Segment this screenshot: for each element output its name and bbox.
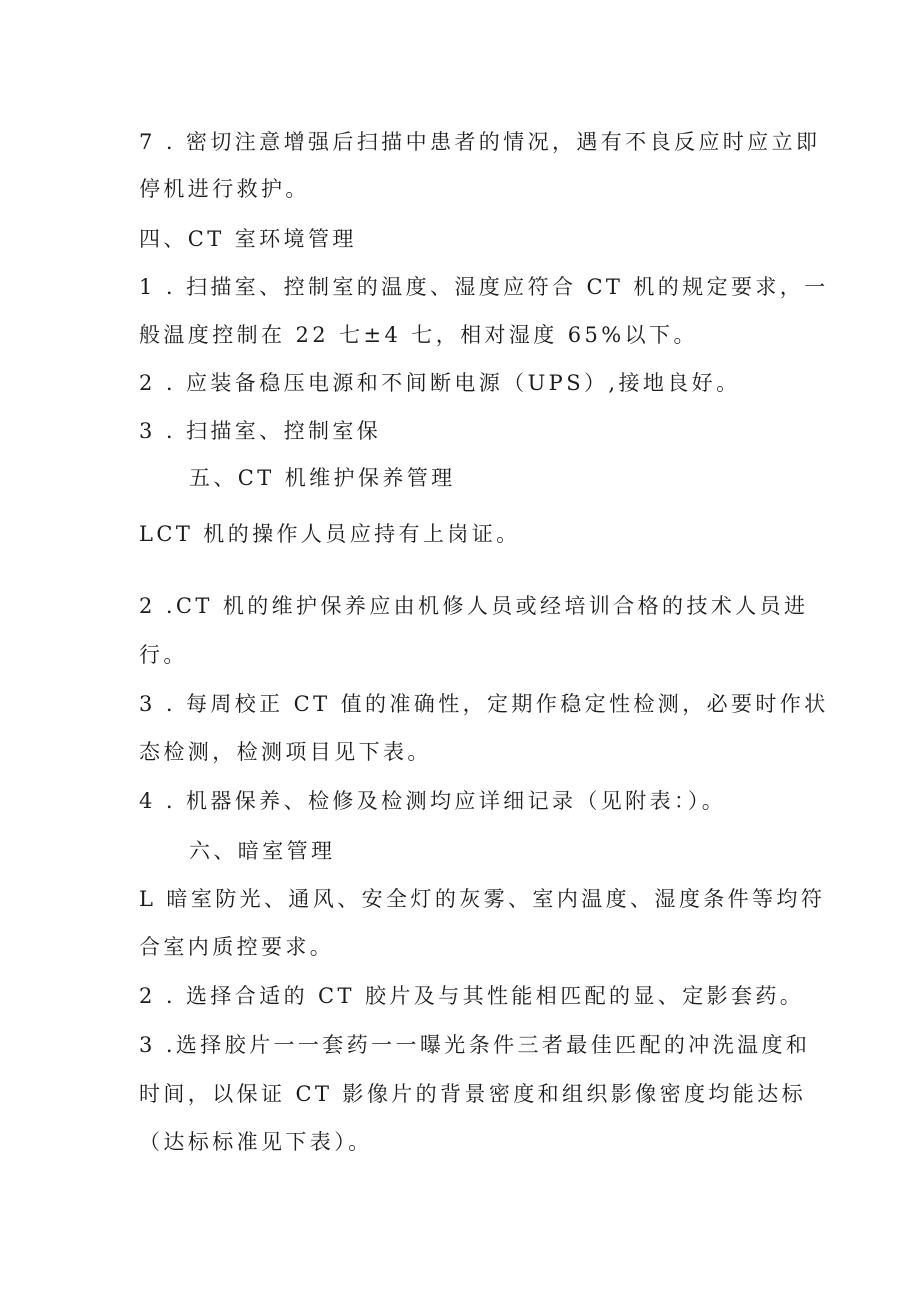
text-line: 停机进行救护。 — [139, 177, 310, 201]
text-line: 2 . 选择合适的 CT 胶片及与其性能相匹配的显、定影套药。 — [139, 984, 805, 1008]
section-heading: 六、暗室管理 — [189, 839, 336, 863]
text-line: 合室内质控要求。 — [139, 935, 335, 959]
text-line: 4 . 机器保养、检修及检测均应详细记录（见附表：）。 — [139, 789, 727, 813]
text-line: 1 . 扫描室、控制室的温度、湿度应符合 CT 机的规定要求，一 — [139, 275, 829, 299]
text-line: 态检测，检测项目见下表。 — [139, 740, 432, 764]
text-line: 般温度控制在 22 七±4 七，相对湿度 65%以下。 — [139, 323, 698, 347]
text-line: L 暗室防光、通风、安全灯的灰雾、室内温度、湿度条件等均符 — [139, 887, 826, 911]
text-line: 时间，以保证 CT 影像片的背景密度和组织影像密度均能达标 — [139, 1082, 807, 1106]
text-line: 2 . 应装备稳压电源和不间断电源（UPS）,接地良好。 — [139, 371, 741, 395]
text-line: 行。 — [139, 643, 188, 667]
section-heading: 四、CT 室环境管理 — [139, 227, 357, 251]
text-line: 3 .选择胶片一一套药一一曝光条件三者最佳匹配的冲洗温度和 — [139, 1033, 811, 1057]
text-line: 3 . 扫描室、控制室保 — [139, 419, 382, 443]
text-line: LCT 机的操作人员应持有上岗证。 — [139, 522, 521, 546]
text-line: 7 . 密切注意增强后扫描中患者的情况，遇有不良反应时应立即 — [139, 130, 821, 154]
text-line: 3 . 每周校正 CT 值的准确性，定期作稳定性检测，必要时作状 — [139, 692, 829, 716]
text-line: 2 .CT 机的维护保养应由机修人员或经培训合格的技术人员进 — [139, 594, 809, 618]
section-heading: 五、CT 机维护保养管理 — [189, 466, 456, 490]
text-line: （达标标准见下表）。 — [139, 1130, 373, 1154]
